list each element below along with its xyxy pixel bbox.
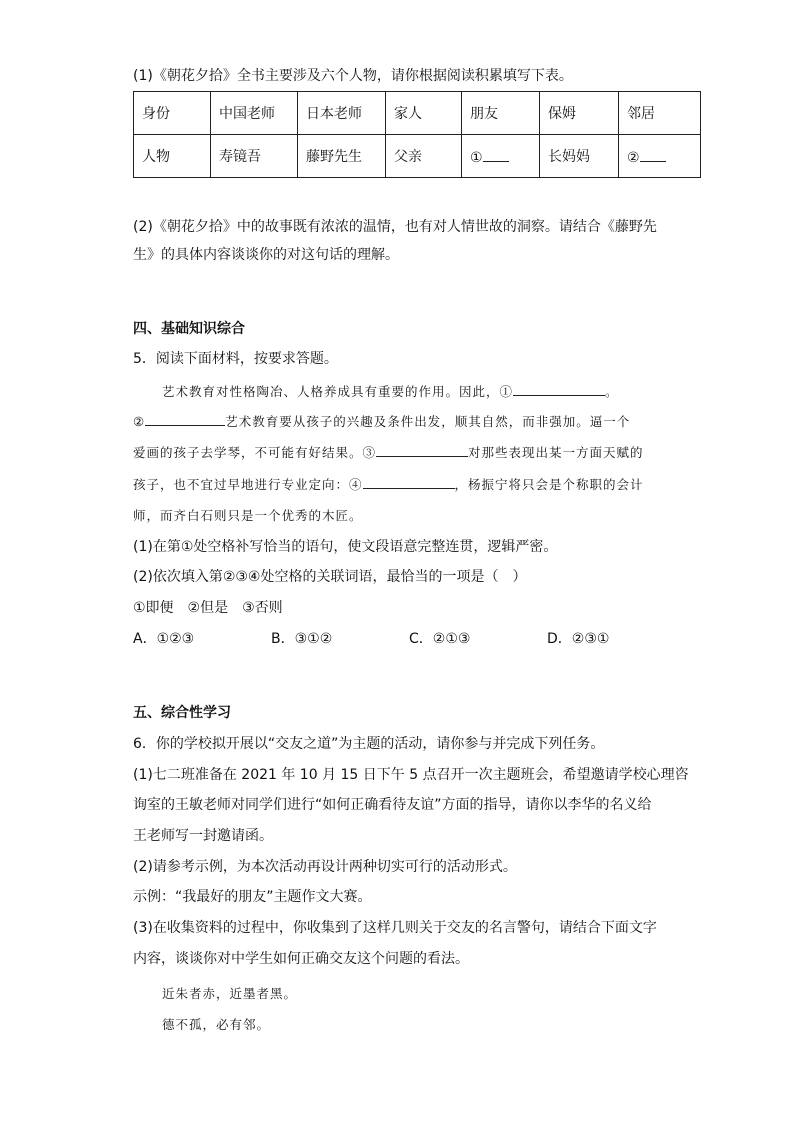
passage-text: 艺术教育要从孩子的兴趣及条件出发，顺其自然，而非强加。逼一个 xyxy=(225,414,631,429)
table-cell-blank-1[interactable] xyxy=(462,135,540,178)
answer-blank[interactable] xyxy=(145,411,225,426)
answer-blank[interactable] xyxy=(483,147,509,162)
table-cell: 寿镜吾 xyxy=(211,135,298,178)
q1-instruction: (1)《朝花夕拾》全书主要涉及六个人物，请你根据阅读积累填写下表。 xyxy=(133,68,573,84)
table-header-row xyxy=(134,92,701,135)
option-b[interactable]: B．③①② xyxy=(271,631,333,647)
table-cell: 朋友 xyxy=(462,92,540,135)
table-cell: 父亲 xyxy=(386,135,462,178)
passage-text: 爱画的孩子去学琴，不可能有好结果。③ xyxy=(133,445,377,460)
blank-marker: ② xyxy=(627,149,640,166)
table-cell: 藤野先生 xyxy=(298,135,386,178)
answer-blank[interactable] xyxy=(376,442,468,457)
q5-stem: 5．阅读下面材料，按要求答题。 xyxy=(133,351,338,367)
section-5-title: 五、综合性学习 xyxy=(133,705,231,721)
blank-marker: ① xyxy=(470,149,483,166)
table-cell: 中国老师 xyxy=(211,92,298,135)
table-cell: 身份 xyxy=(134,92,211,135)
q6-sub-1-line-2: 询室的王敏老师对同学们进行“如何正确看待友谊”方面的指导，请你以李华的名义给 xyxy=(133,797,652,813)
q2-line-1: (2)《朝花夕拾》中的故事既有浓浓的温情，也有对人情世故的洞察。请结合《藤野先 xyxy=(133,219,657,235)
table-cell-blank-2[interactable] xyxy=(619,135,701,178)
option-c[interactable]: C．②①③ xyxy=(409,631,471,647)
option-a[interactable]: A．①②③ xyxy=(133,631,195,647)
character-table xyxy=(133,91,701,178)
quote-1: 近朱者赤，近墨者黑。 xyxy=(162,986,298,1001)
q6-sub-1-line-1: (1)七二班准备在 2021 年 10 月 15 日下午 5 点召开一次主题班会，希望邀请学校心理咨 xyxy=(133,767,689,783)
q2-line-2: 生》的具体内容谈谈你的对这句话的理解。 xyxy=(133,247,399,263)
option-d[interactable]: D．②③① xyxy=(547,631,610,647)
section-4-title: 四、基础知识综合 xyxy=(133,321,245,337)
q6-sub-3-line-2: 内容，谈谈你对中学生如何正确交友这个问题的看法。 xyxy=(133,951,469,967)
passage-text: 艺术教育对性格陶冶、人格养成具有重要的作用。因此，① xyxy=(162,384,514,399)
answer-blank[interactable] xyxy=(363,474,455,489)
table-cell: 日本老师 xyxy=(298,92,386,135)
passage-text: 孩子，也不宜过早地进行专业定向：④ xyxy=(133,477,363,492)
q6-sub-3-line-1: (3)在收集资料的过程中，你收集到了这样几则关于交友的名言警句，请结合下面文字 xyxy=(133,920,657,936)
q6-stem: 6．你的学校拟开展以“交友之道”为主题的活动，请你参与并完成下列任务。 xyxy=(133,736,605,752)
table-cell: 邻居 xyxy=(619,92,701,135)
passage-text: 对那些表现出某一方面天赋的 xyxy=(468,445,644,460)
table-row xyxy=(134,135,701,178)
table-cell: 人物 xyxy=(134,135,211,178)
q5-sub-2: (2)依次填入第②③④处空格的关联词语，最恰当的一项是（ ） xyxy=(133,569,527,585)
passage-line-1 xyxy=(162,381,619,402)
table-cell: 保姆 xyxy=(540,92,619,135)
table-cell: 家人 xyxy=(386,92,462,135)
q6-example: 示例：“我最好的朋友”主题作文大赛。 xyxy=(133,889,372,905)
answer-blank[interactable] xyxy=(513,381,605,396)
q6-sub-1-line-3: 王老师写一封邀请函。 xyxy=(133,828,273,844)
q5-word-list: ①即便 ②但是 ③否则 xyxy=(133,600,283,616)
table-cell: 长妈妈 xyxy=(540,135,619,178)
passage-line-3 xyxy=(133,442,644,463)
passage-text: ，杨振宁将只会是个称职的会计 xyxy=(454,477,644,492)
answer-blank[interactable] xyxy=(640,147,666,162)
passage-line-4 xyxy=(133,474,644,495)
quote-2: 德不孤，必有邻。 xyxy=(162,1017,271,1032)
passage-line-5: 师，而齐白石则只是一个优秀的木匠。 xyxy=(133,508,363,523)
passage-line-2 xyxy=(133,411,630,432)
q5-sub-1: (1)在第①处空格补写恰当的语句，使文段语意完整连贯，逻辑严密。 xyxy=(133,539,558,555)
passage-text: 。 xyxy=(605,384,619,399)
passage-text: ② xyxy=(133,414,146,429)
q6-sub-2: (2)请参考示例，为本次活动再设计两种切实可行的活动形式。 xyxy=(133,859,517,875)
